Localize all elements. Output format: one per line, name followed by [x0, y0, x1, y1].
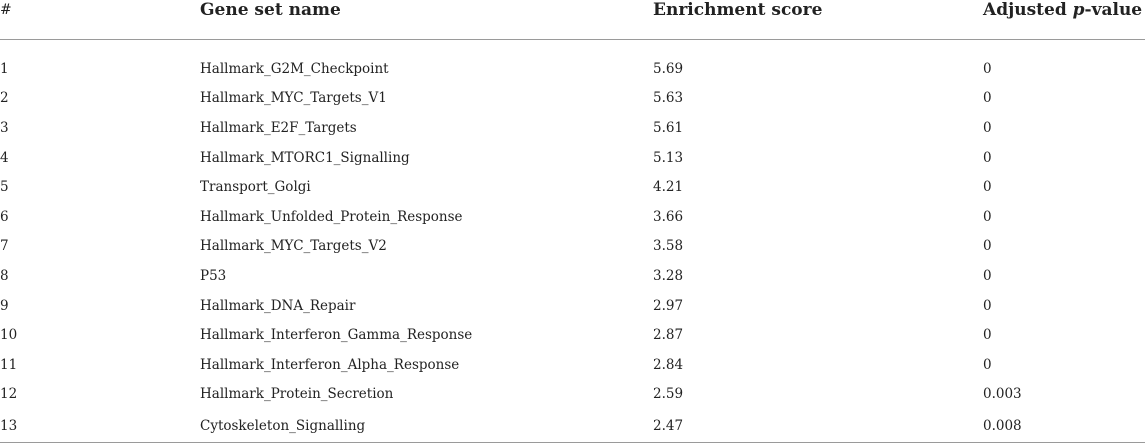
- cell-number: 3: [0, 119, 9, 136]
- table-row: [0, 202, 1145, 232]
- cell-enrichment-score: 2.87: [653, 327, 684, 344]
- cell-adjusted-p-value: 0: [983, 208, 992, 225]
- cell-adjusted-p-value: 0: [983, 238, 992, 255]
- header-enrichment-score: Enrichment score: [653, 0, 983, 40]
- cell-enrichment-score: 2.47: [653, 409, 983, 443]
- header-row: [0, 0, 1145, 40]
- cell-enrichment-score: 3.28: [653, 267, 684, 284]
- cell-adjusted-p-value: 0: [983, 90, 992, 107]
- table-row: [0, 84, 1145, 114]
- cell-enrichment-score: 2.97: [653, 297, 684, 314]
- cell-number: 1: [0, 60, 9, 77]
- table-row: [0, 320, 1145, 350]
- header-number: #: [0, 0, 200, 40]
- table-header: [0, 0, 1145, 40]
- cell-gene-set-name: Hallmark_E2F_Targets: [200, 119, 357, 136]
- table-row: [0, 291, 1145, 321]
- cell-adjusted-p-value: 0.003: [983, 386, 1022, 403]
- table-row: [0, 380, 1145, 410]
- cell-number: 6: [0, 208, 9, 225]
- cell-adjusted-p-value: 0: [983, 119, 992, 136]
- cell-gene-set-name: Hallmark_G2M_Checkpoint: [200, 60, 389, 77]
- cell-adjusted-p-value: 0: [983, 149, 992, 166]
- table-row: [0, 143, 1145, 173]
- cell-enrichment-score: 2.84: [653, 356, 684, 373]
- cell-gene-set-name: Hallmark_MYC_Targets_V1: [200, 90, 387, 107]
- cell-adjusted-p-value: 0: [983, 356, 992, 373]
- header-pval-suffix: -value: [1084, 0, 1143, 20]
- cell-gene-set-name: Hallmark_MTORC1_Signalling: [200, 149, 410, 166]
- cell-number: 12: [0, 386, 18, 403]
- table-row: [0, 113, 1145, 143]
- cell-enrichment-score: 5.69: [653, 60, 684, 77]
- table-body: [0, 40, 1145, 443]
- cell-number: 4: [0, 149, 9, 166]
- cell-adjusted-p-value: 0: [983, 297, 992, 314]
- cell-enrichment-score: 4.21: [653, 179, 684, 196]
- cell-number: 11: [0, 356, 18, 373]
- cell-adjusted-p-value: 0: [983, 179, 992, 196]
- table-row: [0, 409, 1145, 443]
- cell-number: 7: [0, 238, 9, 255]
- cell-gene-set-name: Hallmark_Protein_Secretion: [200, 386, 394, 403]
- table-row: [0, 172, 1145, 202]
- cell-gene-set-name: Hallmark_Unfolded_Protein_Response: [200, 208, 463, 225]
- cell-gene-set-name: Cytoskeleton_Signalling: [200, 409, 653, 443]
- cell-number: 5: [0, 179, 9, 196]
- cell-gene-set-name: Hallmark_DNA_Repair: [200, 297, 356, 314]
- header-pval-italic: p: [1072, 0, 1085, 20]
- cell-gene-set-name: Hallmark_Interferon_Alpha_Response: [200, 356, 460, 373]
- cell-adjusted-p-value: 0: [983, 267, 992, 284]
- cell-enrichment-score: 3.58: [653, 238, 684, 255]
- cell-gene-set-name: Transport_Golgi: [200, 179, 311, 196]
- table-row: [0, 40, 1145, 84]
- cell-number: 9: [0, 297, 9, 314]
- table-row: [0, 261, 1145, 291]
- cell-gene-set-name: Hallmark_Interferon_Gamma_Response: [200, 327, 473, 344]
- cell-gene-set-name: P53: [200, 267, 227, 284]
- header-adjusted-p-value: [983, 0, 1145, 40]
- header-pval-prefix: Adjusted: [983, 0, 1073, 20]
- cell-enrichment-score: 5.61: [653, 119, 684, 136]
- cell-adjusted-p-value: 0: [983, 327, 992, 344]
- cell-number: 10: [0, 327, 18, 344]
- cell-enrichment-score: 5.13: [653, 149, 684, 166]
- cell-adjusted-p-value: 0: [983, 60, 992, 77]
- cell-number: 2: [0, 90, 9, 107]
- table-row: [0, 232, 1145, 262]
- cell-enrichment-score: 2.59: [653, 386, 684, 403]
- header-gene-set-name: Gene set name: [200, 0, 653, 40]
- cell-enrichment-score: 3.66: [653, 208, 684, 225]
- cell-number: 13: [0, 409, 200, 443]
- table-row: [0, 350, 1145, 380]
- cell-adjusted-p-value: 0.008: [983, 409, 1145, 443]
- cell-number: 8: [0, 267, 9, 284]
- cell-enrichment-score: 5.63: [653, 90, 684, 107]
- cell-gene-set-name: Hallmark_MYC_Targets_V2: [200, 238, 387, 255]
